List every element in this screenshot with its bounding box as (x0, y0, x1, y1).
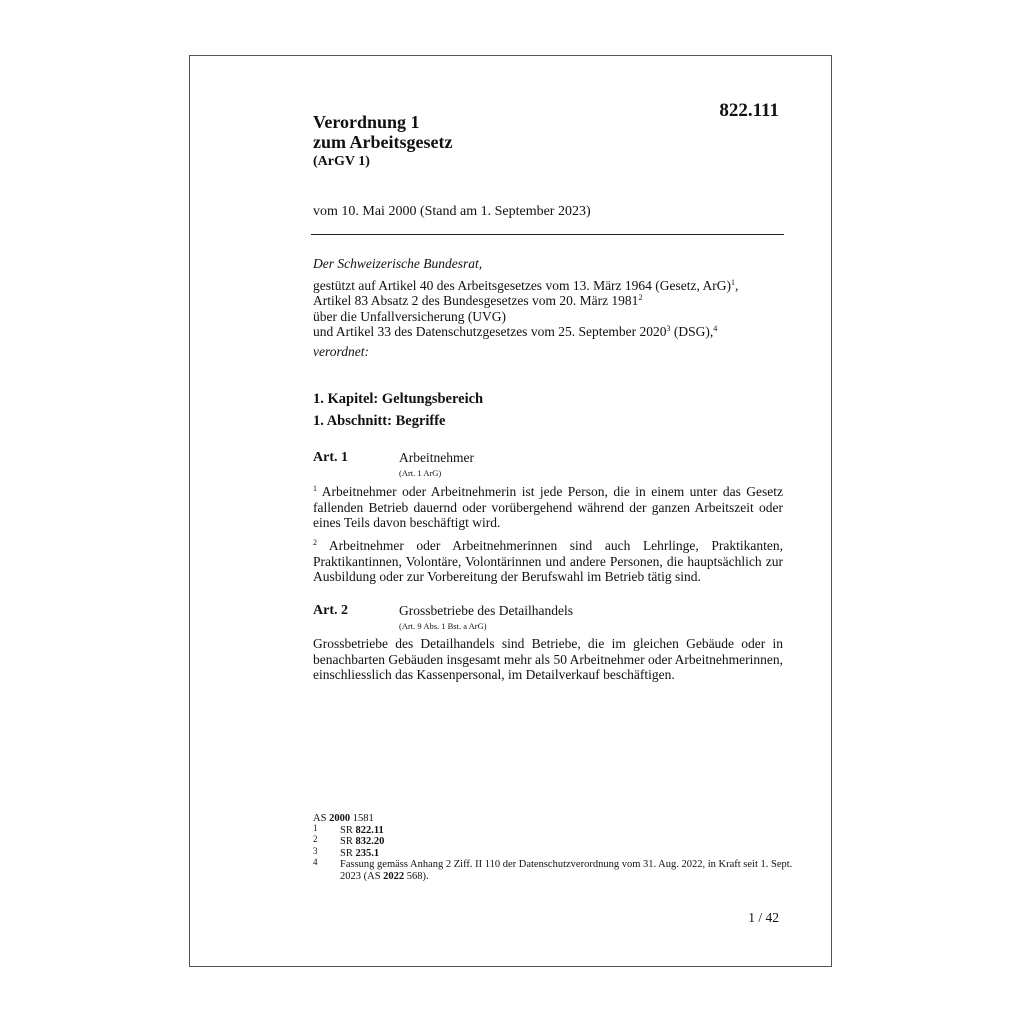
document-title (313, 112, 452, 152)
as-reference: AS 2000 1581 (313, 813, 374, 824)
title-abbreviation: (ArGV 1) (313, 154, 370, 169)
preamble-line-3: über die Unfallversicherung (UVG) (313, 308, 507, 324)
article-1-paragraph-2: $^2$ Arbeitnehmer oder Arbeitnehmerinnen sind auch Lehrlinge, Praktikanten, Praktikantinnen, Volontäre, Volontärinnen und andere Personen, die hauptsächlich zur Ausbildung oder zur Vorbereitung der Berufswahl im Betrieb tätig sind. (313, 538, 783, 584)
footnote-3: 3 SR 235.1 (313, 845, 380, 859)
page-number: 1 / 42 (748, 910, 779, 925)
preamble-line-2: Artikel 83 Absatz 2 des Bundesgesetzes vom 20. März 1981$^2$ (313, 293, 643, 308)
footnote-ref-4[interactable]: 4 (713, 324, 718, 333)
title-line-2: zum Arbeitsgesetz (313, 132, 453, 152)
preamble-line-4: und Artikel 33 des Datenschutzgesetzes vom 25. September 2020$^3$ (DSG),$^4$ (313, 324, 718, 339)
preamble-verb: verordnet: (313, 343, 369, 359)
chapter-heading: 1. Kapitel: Geltungsbereich (313, 391, 484, 407)
date-line: vom 10. Mai 2000 (Stand am 1. September 2023) (313, 204, 591, 219)
article-2-paragraph-1: Grossbetriebe des Detailhandels sind Betriebe, die im gleichen Gebäude oder in benachbarten Gebäuden insgesamt mehr als 50 Arbeitnehmer oder Arbeitnehmerinnen, einschliesslich das Kassenpersonal, im Detailverkauf beschäftigen. (313, 636, 783, 682)
article-1-reference: (Art. 1 ArG) (399, 468, 442, 478)
article-1-paragraph-1: $^1$ Arbeitnehmer oder Arbeitnehmerin ist jede Person, die in einem unter das Gesetz fallenden Betrieb dauernd oder vorübergehend während der ganzen Arbeitszeit oder eines Teils davon beschäftigt wird. (313, 484, 783, 530)
preamble-line-1: gestützt auf Artikel 40 des Arbeitsgesetzes vom 13. März 1964 (Gesetz, ArG)$^1$, (313, 277, 739, 293)
footnote-4: 4 Fassung gemäss Anhang 2 Ziff. II 110 der Datenschutzverordnung vom 31. Aug. 2022, in Kraft seit 1. Sept. 2023 (AS 2022 568). (313, 857, 793, 882)
article-1-title: Arbeitnehmer (399, 450, 474, 465)
article-1-label: Art. 1 (313, 450, 348, 465)
footnote-2: 2 SR 832.20 (313, 834, 385, 847)
document-page (189, 55, 832, 967)
footnote-ref-2[interactable]: 2 (638, 293, 643, 302)
article-2-reference: (Art. 9 Abs. 1 Bst. a ArG) (399, 621, 487, 631)
footnote-ref-3[interactable]: 3 (666, 324, 671, 333)
preamble (313, 256, 738, 359)
preamble-issuer: Der Schweizerische Bundesrat, (313, 256, 483, 271)
footnotes (313, 813, 793, 882)
section-heading: 1. Abschnitt: Begriffe (313, 413, 446, 429)
article-2-label: Art. 2 (313, 603, 348, 618)
article-2-title: Grossbetriebe des Detailhandels (399, 603, 573, 618)
title-line-1: Verordnung 1 (313, 112, 420, 132)
header-divider (311, 234, 784, 235)
footnote-1: 1 SR 822.11 (313, 822, 384, 836)
footnote-ref-1[interactable]: 1 (731, 277, 736, 287)
sr-number: 822.111 (719, 100, 779, 121)
